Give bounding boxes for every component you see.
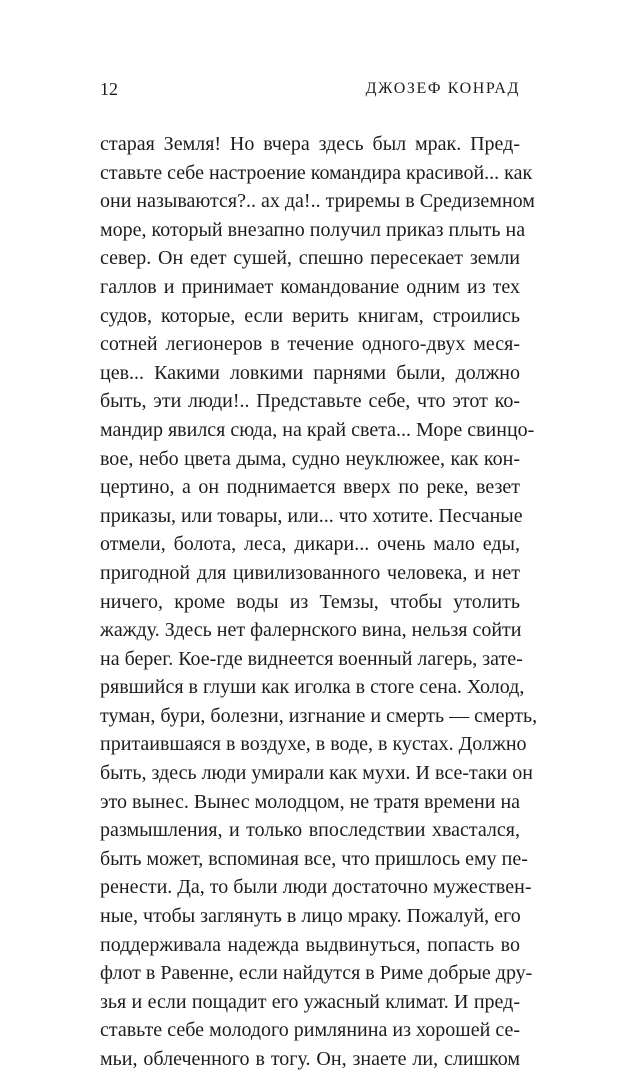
text-line: размышления, и только впоследствии хвастался, [100,819,520,842]
text-line: на берег. Кое-где виднеется военный лагерь, зате- [100,647,523,670]
text-line: это вынес. Вынес молодцом, не тратя времени на [100,790,521,813]
text-line: они называются?.. ах да!.. триремы в Средиземном [100,190,535,213]
text-line: море, который внезапно получил приказ плыть на [100,218,526,241]
text-line: ренести. Да, то были люди достаточно мужествен- [100,876,532,899]
text-line: вое, небо цвета дыма, судно неуклюжее, как кон- [100,447,520,470]
text-line: цев... Какими ловкими парнями были, должно [100,361,520,384]
text-line: ставьте себе молодого римлянина из хорошей се- [100,1019,520,1042]
text-line: быть, эти люди!.. Представьте себе, что этот ко- [100,390,520,413]
text-line: поддерживала надежда выдвинуться, попасть во [100,933,520,956]
running-head [100,78,520,100]
text-line: туман, бури, болезни, изгнание и смерть — смерть, [100,704,538,727]
text-line: быть, здесь люди умирали как мухи. И все-таки он [100,762,533,785]
text-line: пригодной для цивилизованного человека, и нет [100,561,520,584]
text-line: мьи, облеченного в тогу. Он, знаете ли, слишком [100,1048,520,1070]
page-number: 12 [100,79,118,99]
text-line: ничего, кроме воды из Темзы, чтобы утолить [100,590,520,613]
text-line: притаившаяся в воздухе, в воде, в кустах. Должно [100,733,527,756]
text-line: быть может, вспоминая все, что пришлось ему пе- [100,847,528,870]
text-line: сотней легионеров в течение одного-двух меся- [100,333,520,356]
text-line: цертино, а он поднимается вверх по реке, везет [100,476,520,499]
running-title: ДЖОЗЕФ КОНРАД [365,80,520,97]
body-text [100,130,538,1074]
text-line: старая Земля! Но вчера здесь был мрак. Пред- [100,133,520,155]
text-line: мандир явился сюда, на край света... Море свинцо- [100,418,535,441]
text-line: отмели, болота, леса, дикари... очень мало еды, [100,533,520,556]
text-line: жажду. Здесь нет фалернского вина, нельзя сойти [100,619,522,642]
text-line: север. Он едет сушей, спешно пересекает земли [100,247,520,270]
text-line: судов, которые, если верить книгам, строились [100,304,520,327]
text-line: приказы, или товары, или... что хотите. Песчаные [100,504,523,527]
text-line: рявшийся в глуши как иголка в стоге сена. Холод, [100,676,525,699]
text-line: флот в Равенне, если найдутся в Риме добрые дру- [100,962,533,985]
text-line: ные, чтобы заглянуть в лицо мраку. Пожалуй, его [100,905,521,928]
text-line: зья и если пощадит его ужасный климат. И пред- [100,990,520,1013]
text-line: галлов и принимает командование одним из тех [100,275,520,298]
text-line: ставьте себе настроение командира красивой... как [100,161,533,184]
